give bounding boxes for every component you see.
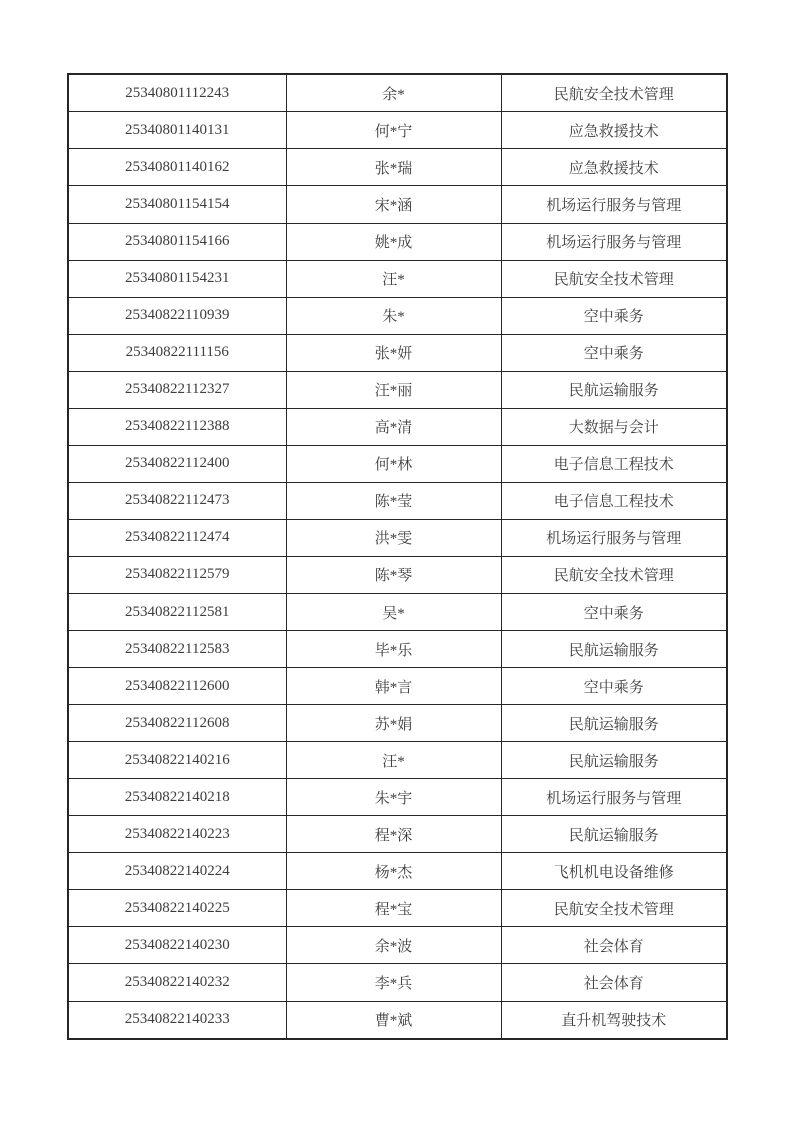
major-cell: 民航运输服务 [501, 631, 727, 668]
table-row [68, 482, 727, 519]
major-cell: 空中乘务 [501, 594, 727, 631]
major-cell: 飞机机电设备维修 [501, 853, 727, 890]
major-cell: 直升机驾驶技术 [501, 1001, 727, 1039]
candidate-name-cell: 汪* [286, 742, 501, 779]
table-body [68, 74, 727, 1039]
candidate-number-cell: 25340822112474 [68, 519, 286, 556]
major-cell: 空中乘务 [501, 668, 727, 705]
candidate-name-cell: 汪* [286, 260, 501, 297]
table-row [68, 779, 727, 816]
candidate-name-cell: 姚*成 [286, 223, 501, 260]
table-row [68, 594, 727, 631]
candidate-number-cell: 25340822112581 [68, 594, 286, 631]
table-row [68, 742, 727, 779]
candidate-name-cell: 高*清 [286, 408, 501, 445]
candidate-number-cell: 25340801140162 [68, 149, 286, 186]
table-row [68, 853, 727, 890]
table-row [68, 112, 727, 149]
major-cell: 民航安全技术管理 [501, 556, 727, 593]
candidate-number-cell: 25340822140232 [68, 964, 286, 1001]
candidate-name-cell: 余* [286, 74, 501, 112]
candidate-number-cell: 25340801140131 [68, 112, 286, 149]
major-cell: 机场运行服务与管理 [501, 223, 727, 260]
major-cell: 民航安全技术管理 [501, 74, 727, 112]
major-cell: 空中乘务 [501, 334, 727, 371]
candidate-name-cell: 陈*琴 [286, 556, 501, 593]
candidate-number-cell: 25340822112600 [68, 668, 286, 705]
candidate-name-cell: 朱*宇 [286, 779, 501, 816]
major-cell: 民航运输服务 [501, 816, 727, 853]
table-row [68, 890, 727, 927]
major-cell: 民航安全技术管理 [501, 260, 727, 297]
candidate-name-cell: 何*林 [286, 445, 501, 482]
table-row [68, 297, 727, 334]
candidate-name-cell: 何*宁 [286, 112, 501, 149]
candidate-number-cell: 25340822140225 [68, 890, 286, 927]
table-row [68, 149, 727, 186]
table-row [68, 816, 727, 853]
candidate-name-cell: 李*兵 [286, 964, 501, 1001]
table-row [68, 260, 727, 297]
candidate-name-cell: 杨*杰 [286, 853, 501, 890]
major-cell: 应急救援技术 [501, 149, 727, 186]
candidate-name-cell: 韩*言 [286, 668, 501, 705]
candidate-number-cell: 25340822112579 [68, 556, 286, 593]
candidate-number-cell: 25340801154231 [68, 260, 286, 297]
candidate-number-cell: 25340822140218 [68, 779, 286, 816]
major-cell: 机场运行服务与管理 [501, 779, 727, 816]
candidate-name-cell: 程*宝 [286, 890, 501, 927]
candidate-number-cell: 25340822112608 [68, 705, 286, 742]
candidate-name-cell: 洪*雯 [286, 519, 501, 556]
candidate-name-cell: 陈*莹 [286, 482, 501, 519]
candidate-number-cell: 25340822140224 [68, 853, 286, 890]
candidate-name-cell: 张*妍 [286, 334, 501, 371]
candidate-name-cell: 宋*涵 [286, 186, 501, 223]
candidate-number-cell: 25340822111156 [68, 334, 286, 371]
major-cell: 空中乘务 [501, 297, 727, 334]
candidate-number-cell: 25340822140223 [68, 816, 286, 853]
major-cell: 社会体育 [501, 964, 727, 1001]
table-row [68, 223, 727, 260]
table-row [68, 408, 727, 445]
candidate-number-cell: 25340822112400 [68, 445, 286, 482]
candidate-name-cell: 苏*娟 [286, 705, 501, 742]
admission-roster-table [67, 73, 728, 1040]
candidate-name-cell: 曹*斌 [286, 1001, 501, 1039]
table-row [68, 705, 727, 742]
major-cell: 社会体育 [501, 927, 727, 964]
candidate-number-cell: 25340822140233 [68, 1001, 286, 1039]
major-cell: 应急救援技术 [501, 112, 727, 149]
table-row [68, 445, 727, 482]
candidate-number-cell: 25340822112327 [68, 371, 286, 408]
candidate-number-cell: 25340822140216 [68, 742, 286, 779]
candidate-name-cell: 余*波 [286, 927, 501, 964]
candidate-number-cell: 25340801154166 [68, 223, 286, 260]
major-cell: 民航安全技术管理 [501, 890, 727, 927]
table-row [68, 334, 727, 371]
candidate-number-cell: 25340822112583 [68, 631, 286, 668]
major-cell: 电子信息工程技术 [501, 445, 727, 482]
major-cell: 民航运输服务 [501, 705, 727, 742]
candidate-name-cell: 朱* [286, 297, 501, 334]
table-row [68, 186, 727, 223]
candidate-number-cell: 25340822112388 [68, 408, 286, 445]
table-row [68, 371, 727, 408]
candidate-number-cell: 25340822140230 [68, 927, 286, 964]
table-row [68, 74, 727, 112]
major-cell: 大数据与会计 [501, 408, 727, 445]
candidate-name-cell: 汪*丽 [286, 371, 501, 408]
major-cell: 机场运行服务与管理 [501, 186, 727, 223]
candidate-name-cell: 吴* [286, 594, 501, 631]
candidate-name-cell: 程*深 [286, 816, 501, 853]
table-row [68, 668, 727, 705]
candidate-number-cell: 25340822110939 [68, 297, 286, 334]
table-row [68, 927, 727, 964]
major-cell: 民航运输服务 [501, 371, 727, 408]
major-cell: 机场运行服务与管理 [501, 519, 727, 556]
candidate-number-cell: 25340801154154 [68, 186, 286, 223]
table-row [68, 631, 727, 668]
table-row [68, 519, 727, 556]
candidate-name-cell: 张*瑞 [286, 149, 501, 186]
major-cell: 电子信息工程技术 [501, 482, 727, 519]
candidate-number-cell: 25340822112473 [68, 482, 286, 519]
candidate-number-cell: 25340801112243 [68, 74, 286, 112]
candidate-name-cell: 毕*乐 [286, 631, 501, 668]
major-cell: 民航运输服务 [501, 742, 727, 779]
table-row [68, 964, 727, 1001]
table-row [68, 1001, 727, 1039]
table-row [68, 556, 727, 593]
